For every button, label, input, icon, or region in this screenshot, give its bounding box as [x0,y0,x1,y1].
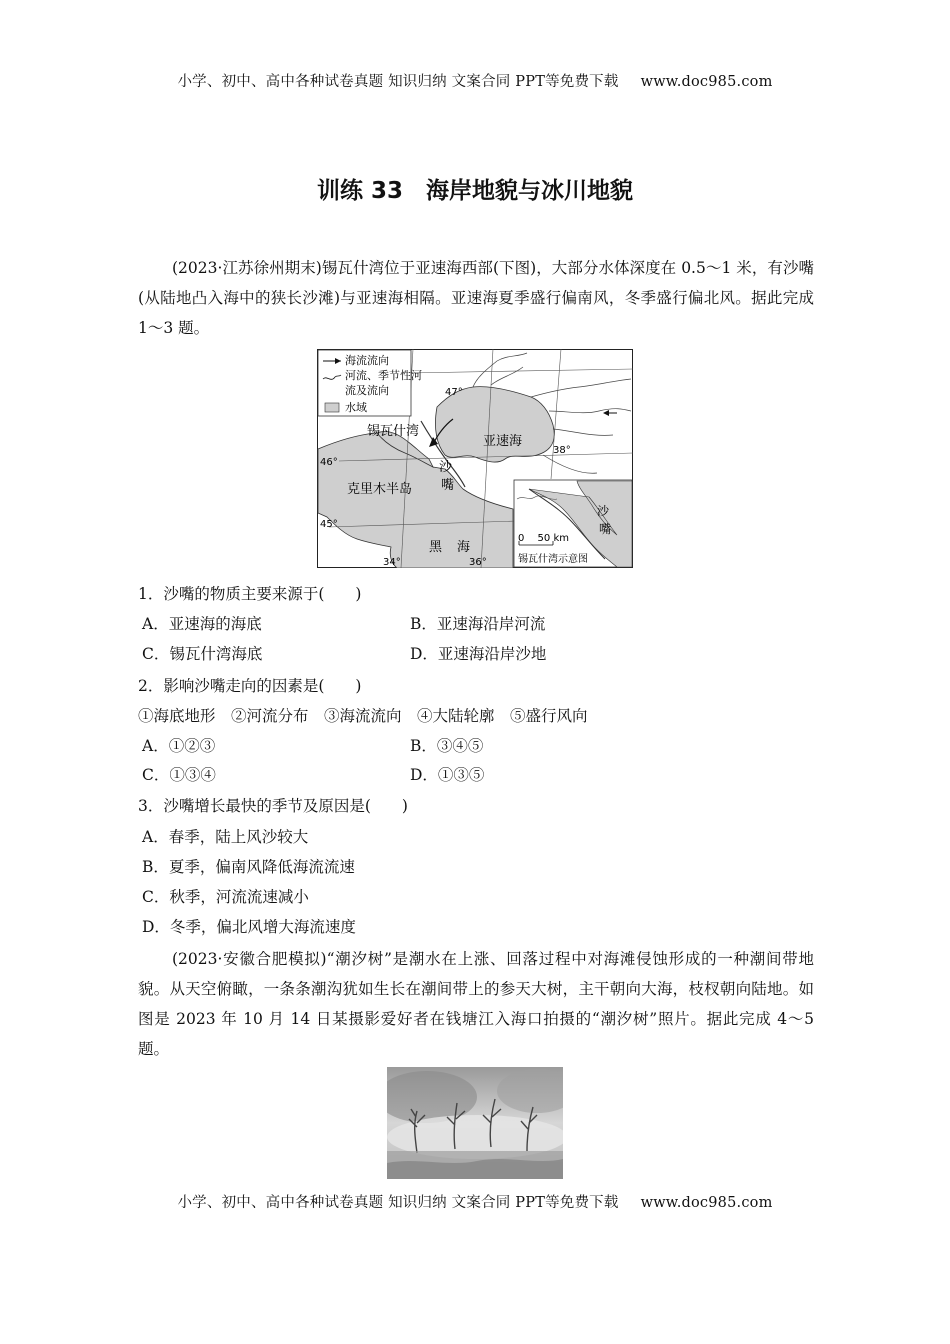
tidal-tree-photo [387,1067,563,1179]
photo-svg [387,1067,563,1179]
label-lon38: 38° [553,445,571,456]
label-lat47: 47° [445,387,463,398]
inset-map [514,480,632,567]
label-lon34: 34° [383,557,401,568]
intro-paragraph-1: (2023·江苏徐州期末)锡瓦什湾位于亚速海西部(下图)，大部分水体深度在 0.5～1 米，有沙嘴(从陆地凸入海中的狭长沙滩)与亚速海相隔。亚速海夏季盛行偏南风，冬季盛行偏北风。据此完成 1～3 题。 [138,259,814,337]
intro-paragraph-2: (2023·安徽合肥模拟)“潮汐树”是潮水在上涨、回落过程中对海滩侵蚀形成的一种潮间带地貌。从天空俯瞰，一条条潮沟犹如生长在潮间带上的参天大树，主干朝向大海，枝杈朝向陆地。如图是 2023 年 10 月 14 日某摄影爱好者在钱塘江入海口拍摄的“潮汐树”照片。据此完成 4～5 题。 [138,950,814,1058]
footer-text: 小学、初中、高中各种试卷真题 知识归纳 文案合同 PPT等免费下载 [177,1195,619,1211]
header-text: 小学、初中、高中各种试卷真题 知识归纳 文案合同 PPT等免费下载 [177,74,619,90]
label-black-2: 海 [457,540,471,555]
label-lon36: 36° [469,557,487,568]
question-2-stem: 2．影响沙嘴走向的因素是( ) [138,677,362,695]
label-sivash-bay: 锡瓦什湾 [367,424,420,439]
q1-option-d[interactable]: D．亚速海沿岸沙地 [410,645,547,663]
q2-option-c[interactable]: C．①③④ [142,766,216,784]
page-footer [0,1191,950,1212]
q2-option-d[interactable]: D．①③⑤ [410,766,485,784]
q3-option-a[interactable]: A．春季，陆上风沙较大 [142,828,309,846]
label-lat45: 45° [320,519,338,530]
page-header [0,70,950,91]
question-2-factors: ①海底地形 ②河流分布 ③海流流向 ④大陆轮廓 ⑤盛行风向 [138,707,588,725]
label-scale: 0 50 km [518,533,569,544]
q2-option-b[interactable]: B．③④⑤ [410,737,484,755]
q1-option-c[interactable]: C．锡瓦什湾海底 [142,645,263,663]
q2-option-a[interactable]: A．①②③ [142,737,216,755]
map-svg [317,349,633,568]
map-figure [317,349,633,568]
label-inset-spit-1: 沙 [597,504,610,518]
q1-option-a[interactable]: A．亚速海的海底 [142,615,262,633]
label-black-1: 黑 [429,540,443,555]
label-crimea: 克里木半岛 [347,482,413,497]
legend-current: 海流流向 [345,354,389,367]
legend-river-1: 河流、季节性河 [345,369,422,382]
legend-river-2: 流及流向 [345,384,389,397]
q3-option-d[interactable]: D．冬季，偏北风增大海流速度 [142,918,356,936]
label-inset-spit-2: 嘴 [599,522,612,536]
label-spit-2: 嘴 [441,478,455,493]
legend-water: 水域 [345,401,367,414]
q3-option-c[interactable]: C．秋季，河流流速减小 [142,888,309,906]
page-title: 训练 33 海岸地貌与冰川地貌 [316,178,633,204]
label-spit-1: 沙 [439,460,453,475]
q1-option-b[interactable]: B．亚速海沿岸河流 [410,615,546,633]
label-lat46: 46° [320,457,338,468]
q3-option-b[interactable]: B．夏季，偏南风降低海流流速 [142,858,355,876]
question-1-stem: 1．沙嘴的物质主要来源于( ) [138,585,362,603]
question-3-stem: 3．沙嘴增长最快的季节及原因是( ) [138,797,408,815]
label-azov-sea: 亚速海 [483,434,523,449]
label-inset-caption: 锡瓦什湾示意图 [518,554,588,565]
header-site[interactable]: www.doc985.com [640,74,773,90]
footer-site[interactable]: www.doc985.com [640,1195,773,1211]
